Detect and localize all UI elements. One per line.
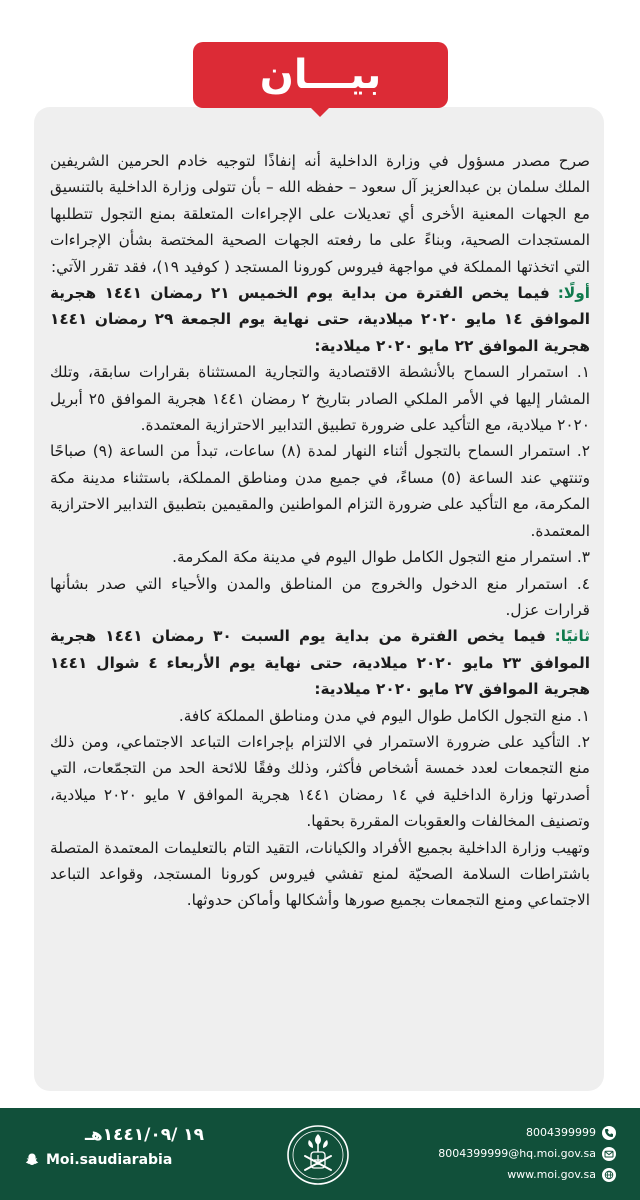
website-url: www.moi.gov.sa — [507, 1167, 596, 1181]
first-item-3: ٣. استمرار منع التجول الكامل طوال اليوم في مدينة مكة المكرمة. — [172, 548, 590, 567]
footer-bar — [0, 1108, 640, 1200]
contact-list — [438, 1122, 616, 1185]
email-address: 8004399999@hq.moi.gov.sa — [438, 1146, 596, 1160]
first-section — [50, 280, 590, 359]
title-badge-pointer — [309, 106, 331, 117]
footer-date-social — [24, 1124, 204, 1168]
second-item-1: ١. منع التجول الكامل طوال اليوم في مدن ومناطق المملكة كافة. — [178, 706, 590, 725]
first-item-1: ١. استمرار السماح بالأنشطة الاقتصادية والتجارية المستثناة بقرارات سابقة، وتلك المشار إليها في الأمر الملكي الصادر بتاريخ ٢ رمضان ١٤٤١ هجرية الموافق ٢٥ أبريل ٢٠٢٠ ميلادية، مع التأكيد على ضرورة تطبيق التدابير الاحترازية المعتمدة. — [50, 363, 591, 435]
email-icon — [602, 1147, 616, 1161]
second-section-period: فيما يخص الفترة من بداية يوم السبت ٣٠ رمضان ١٤٤١ هجرية الموافق ٢٣ مايو ٢٠٢٠ ميلادية، حتى نهاية يوم الأربعاء ٤ شوال ١٤٤١ هجرية الموافق ٢٧ مايو ٢٠٢٠ ميلادية: — [50, 627, 590, 699]
contact-email[interactable] — [438, 1143, 616, 1164]
globe-icon — [602, 1168, 616, 1182]
page-title: بيـــان — [259, 52, 382, 98]
snapchat-icon — [24, 1152, 40, 1168]
contact-website[interactable] — [446, 1164, 616, 1185]
statement-body — [50, 148, 590, 914]
title-badge — [193, 42, 448, 108]
closing-paragraph: وتهيب وزارة الداخلية بجميع الأفراد والكيانات، التقيد التام بالتعليمات المعتمدة المتصلة باشتراطات السلامة الصحيّة لمنع تفشي فيروس كورونا المستجد، وقواعد التباعد الاجتماعي ومنع التجمعات بجميع صورها وأشكالها وأماكن حدوثها. — [50, 838, 590, 910]
contact-phone[interactable] — [446, 1122, 616, 1143]
social-handle[interactable] — [24, 1152, 204, 1168]
phone-icon — [602, 1126, 616, 1140]
first-item-2: ٢. استمرار السماح بالتجول أثناء النهار لمدة (٨) ساعات، تبدأ من الساعة (٩) صباحًا وتنتهي عند الساعة (٥) مساءً، في جميع مدن ومناطق المملكة، باستثناء مدينة مكة المكرمة، مع التأكيد على ضرورة التزام المواطنين والمقيمين بتطبيق التدابير الاحترازية المعتمدة. — [50, 442, 591, 540]
intro-paragraph: صرح مصدر مسؤول في وزارة الداخلية أنه إنفاذًا لتوجيه خادم الحرمين الشريفين الملك سلمان بن عبدالعزيز آل سعود – حفظه الله – بأن تتولى وزارة الداخلية بالتنسيق مع الجهات المعنية الأخرى أي تعديلات على الإجراءات المتعلقة بمنع التجول تتطلبها المستجدات الصحية، وبناءً على ما رفعته الجهات الصحية المختصة بشأن الإجراءات التي اتخذتها المملكة في مواجهة فيروس كورونا المستجد ( كوفيد ١٩)، فقد تقرر الآتي: — [50, 152, 590, 276]
hijri-date: ١٩ /١٤٤١/٠٩هـ — [85, 1125, 204, 1145]
first-section-period: فيما يخص الفترة من بداية يوم الخميس ٢١ رمضان ١٤٤١ هجرية الموافق ١٤ مايو ٢٠٢٠ ميلادية، حتى نهاية يوم الجمعة ٢٩ رمضان ١٤٤١ هجرية الموافق ٢٢ مايو ٢٠٢٠ ميلادية: — [50, 284, 590, 355]
first-section-label: أولًا: — [557, 284, 590, 303]
social-handle-text: Moi.saudiarabia — [46, 1152, 173, 1168]
phone-number: 8004399999 — [526, 1125, 596, 1139]
ministry-emblem — [283, 1122, 353, 1188]
second-section — [50, 623, 590, 702]
first-item-4: ٤. استمرار منع الدخول والخروج من المناطق والمدن والأحياء التي صدر بشأنها قرارات عزل. — [50, 574, 590, 619]
second-section-label: ثانيًا: — [554, 627, 590, 646]
second-item-2: ٢. التأكيد على ضرورة الاستمرار في الالتزام بإجراءات التباعد الاجتماعي، ومن ذلك منع التجمعات لعدد خمسة أشخاص فأكثر، وذلك وفقًا للائحة الحد من التجمّعات، التي أصدرتها وزارة الداخلية في ١٤ رمضان ١٤٤١ هجرية الموافق ٧ مايو ٢٠٢٠ ميلادية، وتصنيف المخالفات والعقوبات المقررة بحقها. — [50, 732, 591, 831]
